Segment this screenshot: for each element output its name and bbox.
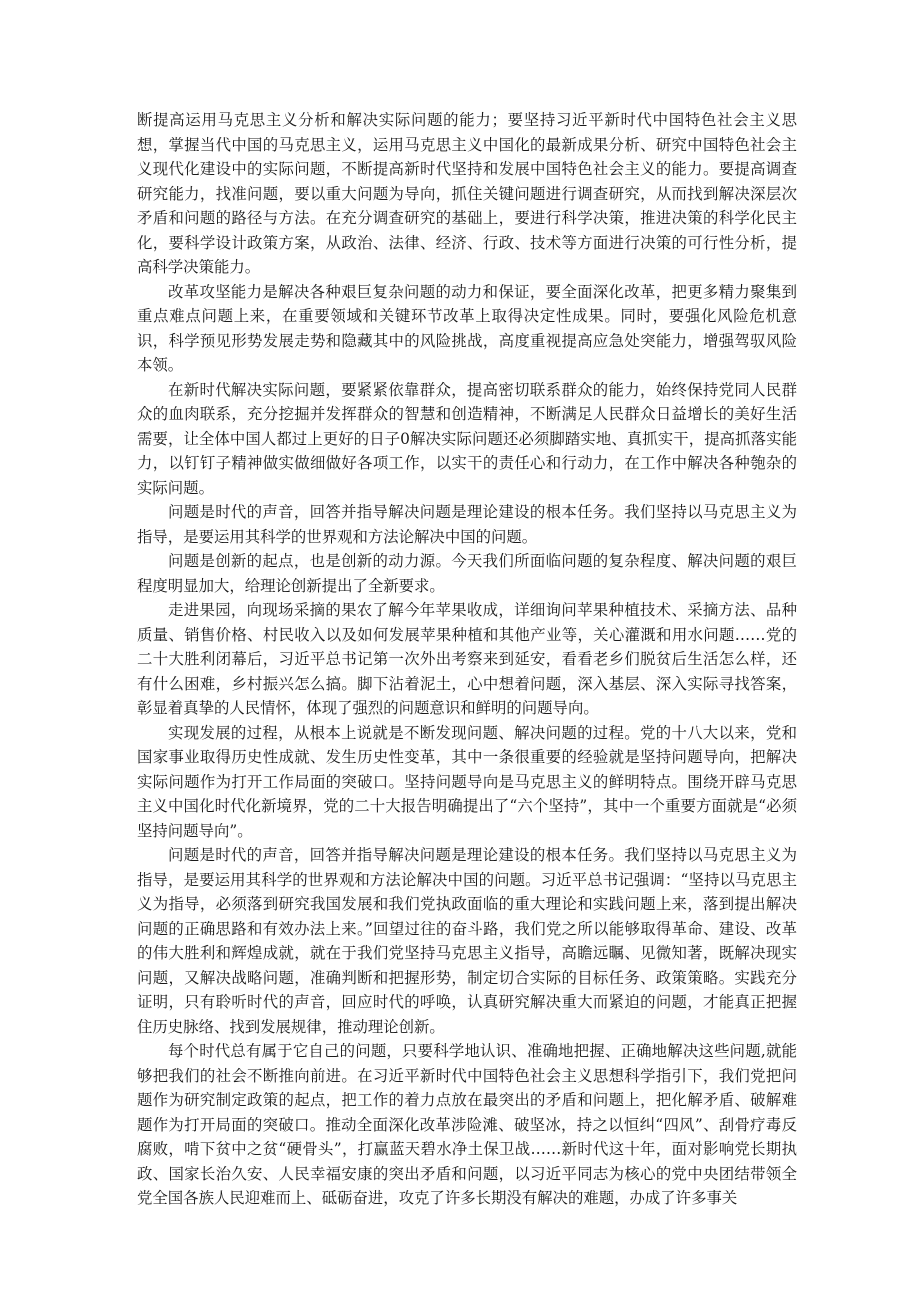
paragraph-5: 问题是创新的起点，也是创新的动力源。今天我们所面临问题的复杂程度、解决问题的艰巨程度明显加大，给理论创新提出了全新要求。 bbox=[137, 552, 797, 595]
document-body bbox=[137, 108, 797, 1211]
paragraph-3: 在新时代解决实际问题，要紧紧依靠群众，提高密切联系群众的能力，始终保持党同人民群众的血肉联系，充分挖掘并发挥群众的智慧和创造精神，不断满足人民群众日益增长的美好生活需要，让全体中国人都过上更好的日子0解决实际问题还必须脚踏实地、真抓实干，提高抓落实能力，以钉钉子精神做实做细做好各项工作，以实干的责任心和行动力，在工作中解决各种匏杂的实际问题。 bbox=[137, 380, 797, 497]
paragraph-2: 改革攻坚能力是解决各种艰巨复杂问题的动力和保证，要全面深化改革，把更多精力聚集到重点难点问题上来，在重要领域和关键环节改革上取得决定性成果。同时，要强化风险危机意识，科学预见形势发展走势和隐藏其中的风险挑战，高度重视提高应急处突能力，增强驾驭风险本领。 bbox=[137, 282, 797, 374]
paragraph-1: 断提高运用马克思主义分析和解决实际问题的能力；要坚持习近平新时代中国特色社会主义思想，掌握当代中国的马克思主义，运用马克思主义中国化的最新成果分析、研究中国特色社会主义现代化建设中的实际问题，不断提高新时代坚持和发展中国特色社会主义的能力。要提高调查研究能力，找准问题，要以重大问题为导向，抓住关键问题进行调查研究，从而找到解决深层次矛盾和问题的路径与方法。在充分调查研究的基础上，要进行科学决策，推进决策的科学化民主化，要科学设计政策方案，从政治、法律、经济、行政、技术等方面进行决策的可行性分析，提高科学决策能力。 bbox=[137, 111, 797, 276]
paragraph-9: 每个时代总有属于它自己的问题，只要科学地认识、准确地把握、正确地解决这些问题,就能够把我们的社会不断推向前进。在习近平新时代中国特色社会主义思想科学指引下，我们党把问题作为研究制定政策的起点，把工作的着力点放在最突出的矛盾和问题上，把化解矛盾、破解难题作为打开局面的突破口。推动全面深化改革涉险滩、破坚冰，持之以恒纠“四风”、刮骨疗毒反腐败，啃下贫中之贫“硬骨头”，打赢蓝天碧水净土保卫战……新时代这十年，面对影响党长期执政、国家长治久安、人民幸福安康的突出矛盾和问题，以习近平同志为核心的党中央团结带领全党全国各族人民迎难而上、砥砺奋进，攻克了许多长期没有解决的难题，办成了许多事关 bbox=[137, 1042, 797, 1207]
paragraph-6: 走进果园，向现场采摘的果农了解今年苹果收成，详细询问苹果种植技术、采摘方法、品种质量、销售价格、村民收入以及如何发展苹果种植和其他产业等，关心灌溉和用水问题……党的二十大胜利闭幕后，习近平总书记第一次外出考察来到延安，看看老乡们脱贫后生活怎么样，还有什么困难，乡村振兴怎么搞。脚下沾着泥土，心中想着问题，深入基层、深入实际寻找答案，彰显着真挚的人民情怀，体现了强烈的问题意识和鲜明的问题导向。 bbox=[137, 601, 797, 717]
paragraph-4: 问题是时代的声音，回答并指导解决问题是理论建设的根本任务。我们坚持以马克思主义为指导，是要运用其科学的世界观和方法论解决中国的问题。 bbox=[137, 503, 797, 546]
paragraph-8: 问题是时代的声音，回答并指导解决问题是理论建设的根本任务。我们坚持以马克思主义为指导，是要运用其科学的世界观和方法论解决中国的问题。习近平总书记强调：“坚持以马克思主义为指导，必须落到研究我国发展和我们党执政面临的重大理论和实践问题上来，落到提出解决问题的正确思路和有效办法上来。”回望过往的奋斗路，我们党之所以能够取得革命、建设、改革的伟大胜利和辉煌成就，就在于我们党坚持马克思主义指导，高瞻远瞩、见微知著，既解决现实问题，又解决战略问题，准确判断和把握形势，制定切合实际的目标任务、政策策略。实践充分证明，只有聆听时代的声音，回应时代的呼唤，认真研究解决重大而紧迫的问题，才能真正把握住历史脉络、找到发展规律，推动理论创新。 bbox=[137, 846, 797, 1036]
paragraph-7: 实现发展的过程，从根本上说就是不断发现问题、解决问题的过程。党的十八大以来，党和国家事业取得历史性成就、发生历史性变革，其中一条很重要的经验就是坚持问题导向，把解决实际问题作为打开工作局面的突破口。坚持问题导向是马克思主义的鲜明特点。围绕开辟马克思主义中国化时代化新境界，党的二十大报告明确提出了“六个坚持”，其中一个重要方面就是“必须坚持问题导向”。 bbox=[137, 723, 797, 840]
